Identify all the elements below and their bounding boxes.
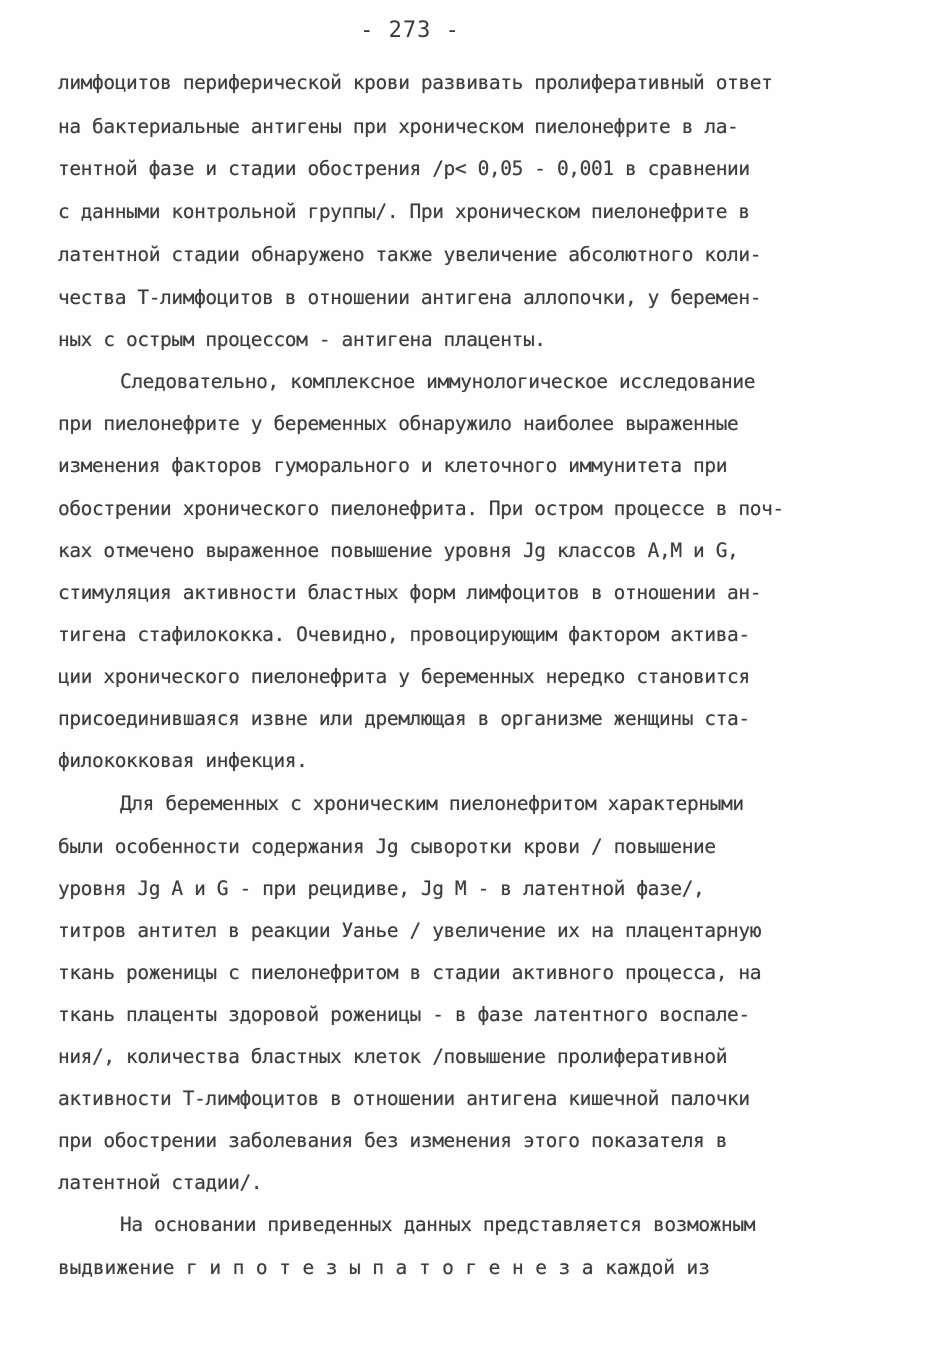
paragraph-first-line: На основании приведенных данных представляется возможным (120, 1213, 756, 1236)
text-line: чества Т-лимфоцитов в отношении антигена аллопочки, у беремен- (58, 286, 762, 309)
text-line: изменения факторов гуморального и клеточного иммунитета при (58, 454, 728, 477)
text-line: присоединившаяся извне или дремлющая в организме женщины ста- (58, 707, 750, 730)
text-line: ках отмечено выраженное повышение уровня Jg классов А,М и G, (58, 539, 739, 562)
paragraph-first-line: Для беременных с хроническим пиелонефритом характерными (120, 792, 744, 815)
text-line: на бактериальные антигены при хроническом пиелонефрите в ла- (58, 115, 739, 138)
text-line: филококковая инфекция. (58, 749, 308, 772)
page-number: - 273 - (360, 18, 460, 43)
text-line: уровня Jg А и G - при рецидиве, Jg М - в латентной фазе/, (58, 877, 705, 900)
text-line: лимфоцитов периферической крови развивать пролиферативный ответ (58, 71, 773, 94)
text-line: были особенности содержания Jg сыворотки крови / повышение (58, 835, 716, 858)
text-line: тигена стафилококка. Очевидно, провоцирующим фактором актива- (58, 623, 750, 646)
text-line: при обострении заболевания без изменения этого показателя в (58, 1129, 728, 1152)
text-line: при пиелонефрите у беременных обнаружило наиболее выраженные (58, 412, 739, 435)
text-line: с данными контрольной группы/. При хроническом пиелонефрите в (58, 200, 750, 223)
text-line: тентной фазе и стадии обострения /р< 0,05 - 0,001 в сравнении (58, 157, 750, 180)
text-line: ткань роженицы с пиелонефритом в стадии активного процесса, на (58, 961, 762, 984)
text-line: стимуляция активности бластных форм лимфоцитов в отношении ан- (58, 581, 762, 604)
text-line: выдвижение г и п о т е з ы п а т о г е н е з а каждой из (58, 1256, 710, 1279)
text-line: активности Т-лимфоцитов в отношении антигена кишечной палочки (58, 1087, 750, 1110)
text-line: титров антител в реакции Уанье / увеличение их на плацентарную (58, 919, 762, 942)
text-line: ния/, количества бластных клеток /повышение пролиферативной (58, 1045, 728, 1068)
text-line: ции хронического пиелонефрита у беременных нередко становится (58, 665, 750, 688)
text-line: латентной стадии/. (58, 1171, 263, 1194)
text-line: ных с острым процессом - антигена плаценты. (58, 328, 546, 351)
text-line: обострении хронического пиелонефрита. При остром процессе в поч- (58, 497, 784, 520)
paragraph-first-line: Следовательно, комплексное иммунологическое исследование (120, 370, 756, 393)
text-line: латентной стадии обнаружено также увеличение абсолютного коли- (58, 243, 762, 266)
text-line: ткань плаценты здоровой роженицы - в фазе латентного воспале- (58, 1003, 750, 1026)
